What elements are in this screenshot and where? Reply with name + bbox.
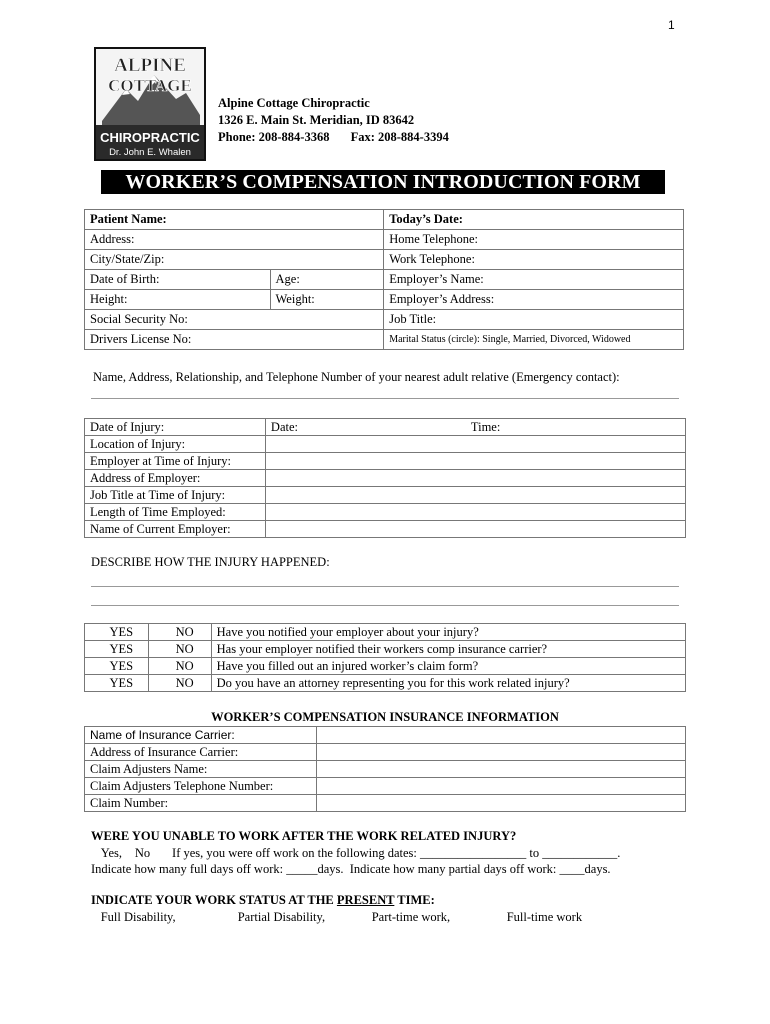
claim-number-label: Claim Number: [85,795,317,812]
patient-info-table [84,209,684,350]
address-of-employer-field[interactable] [265,470,685,487]
employers-name-field[interactable]: Employer’s Name: [384,270,684,290]
unable-to-work-dates-line[interactable]: Yes, No If yes, you were off work on the following dates: _________________ to ____________. [91,846,607,860]
work-telephone-field[interactable]: Work Telephone: [384,250,684,270]
injury-date-time-field[interactable] [265,419,685,436]
describe-injury-line-1[interactable] [91,586,679,587]
current-employer-field[interactable] [265,521,685,538]
part-time-work-checkbox[interactable]: Part-time work, [362,910,441,924]
date-of-injury-label: Date of Injury: [85,419,266,436]
job-title-at-injury-field[interactable] [265,487,685,504]
current-employer-label: Name of Current Employer: [85,521,266,538]
address-of-employer-label: Address of Employer: [85,470,266,487]
adjuster-name-field[interactable] [316,761,685,778]
job-title-at-injury-label: Job Title at Time of Injury: [85,487,266,504]
insurance-carrier-field[interactable] [316,727,685,744]
describe-injury-line-2[interactable] [91,605,679,606]
partial-disability-checkbox[interactable]: Partial Disability, [228,910,316,924]
home-telephone-field[interactable]: Home Telephone: [384,230,684,250]
work-status-heading-prefix: INDICATE YOUR WORK STATUS AT THE [91,893,337,907]
logo-graphic [96,49,204,159]
q4-question: Do you have an attorney representing you for this work related injury? [211,675,685,692]
emergency-contact-line[interactable] [91,398,679,399]
full-time-work-checkbox[interactable]: Full-time work [497,910,573,924]
height-field[interactable]: Height: [85,290,271,310]
clinic-address: 1326 E. Main St. Meridian, ID 83642 [218,113,415,127]
q2-question: Has your employer notified their workers comp insurance carrier? [211,641,685,658]
clinic-header [218,95,449,146]
logo-text-doctor: Dr. John E. Whalen [109,147,191,158]
q1-yes-checkbox[interactable]: YES [85,624,149,641]
q4-yes-checkbox[interactable]: YES [85,675,149,692]
q3-no-checkbox[interactable]: NO [148,658,211,675]
full-disability-checkbox[interactable]: Full Disability, [91,910,166,924]
q2-yes-checkbox[interactable]: YES [85,641,149,658]
clinic-logo [94,47,206,161]
clinic-phone: Phone: 208-884-3368 [218,130,330,144]
adjuster-phone-field[interactable] [316,778,685,795]
describe-injury-label: DESCRIBE HOW THE INJURY HAPPENED: [91,555,330,569]
injury-time-label: Time: [470,420,501,434]
address-field[interactable]: Address: [85,230,384,250]
q1-question: Have you notified your employer about your injury? [211,624,685,641]
q3-question: Have you filled out an injured worker’s claim form? [211,658,685,675]
q1-no-checkbox[interactable]: NO [148,624,211,641]
unable-to-work-question: WERE YOU UNABLE TO WORK AFTER THE WORK RELATED INJURY? [91,829,517,843]
location-of-injury-label: Location of Injury: [85,436,266,453]
yes-no-questions-table [84,623,686,692]
adjuster-name-label: Claim Adjusters Name: [85,761,317,778]
injury-date-label: Date: [270,420,298,434]
insurance-address-field[interactable] [316,744,685,761]
clinic-fax: Fax: 208-884-3394 [350,130,449,144]
injury-table [84,418,686,538]
emergency-contact-label: Name, Address, Relationship, and Telephone Number of your nearest adult relative (Emergency contact): [93,370,620,384]
work-status-heading-suffix: TIME: [394,893,435,907]
clinic-name: Alpine Cottage Chiropractic [218,96,370,110]
days-off-work-line[interactable]: Indicate how many full days off work: _____days. Indicate how many partial days off work: ____days. [91,862,611,876]
clinic-contact-row [218,129,449,146]
insurance-carrier-label: Name of Insurance Carrier: [85,727,317,744]
form-title: WORKER’S COMPENSATION INTRODUCTION FORM [101,170,665,194]
length-employed-field[interactable] [265,504,685,521]
logo-text-chiropractic: CHIROPRACTIC [100,130,200,145]
q3-yes-checkbox[interactable]: YES [85,658,149,675]
work-status-heading [91,893,435,908]
patient-name-field[interactable]: Patient Name: [85,210,384,230]
page-number: 1 [668,18,675,32]
employer-at-injury-field[interactable] [265,453,685,470]
claim-number-field[interactable] [316,795,685,812]
employers-address-field[interactable]: Employer’s Address: [384,290,684,310]
marital-status-field[interactable]: Marital Status (circle): Single, Married, Divorced, Widowed [384,330,684,350]
city-state-zip-field[interactable]: City/State/Zip: [85,250,384,270]
work-status-heading-present: PRESENT [336,893,395,907]
insurance-section-title: WORKER’S COMPENSATION INSURANCE INFORMATION [211,710,559,724]
insurance-table [84,726,686,812]
drivers-license-field[interactable]: Drivers License No: [85,330,384,350]
todays-date-field[interactable]: Today’s Date: [384,210,684,230]
logo-text-alpine: ALPINE [114,55,186,76]
job-title-field[interactable]: Job Title: [384,310,684,330]
length-employed-label: Length of Time Employed: [85,504,266,521]
date-of-birth-field[interactable]: Date of Birth: [85,270,271,290]
insurance-address-label: Address of Insurance Carrier: [85,744,317,761]
adjuster-phone-label: Claim Adjusters Telephone Number: [85,778,317,795]
logo-text-cottage: COTTAGE [108,76,192,95]
weight-field[interactable]: Weight: [270,290,384,310]
employer-at-injury-label: Employer at Time of Injury: [85,453,266,470]
age-field[interactable]: Age: [270,270,384,290]
q4-no-checkbox[interactable]: NO [148,675,211,692]
ssn-field[interactable]: Social Security No: [85,310,384,330]
q2-no-checkbox[interactable]: NO [148,641,211,658]
location-of-injury-field[interactable] [265,436,685,453]
